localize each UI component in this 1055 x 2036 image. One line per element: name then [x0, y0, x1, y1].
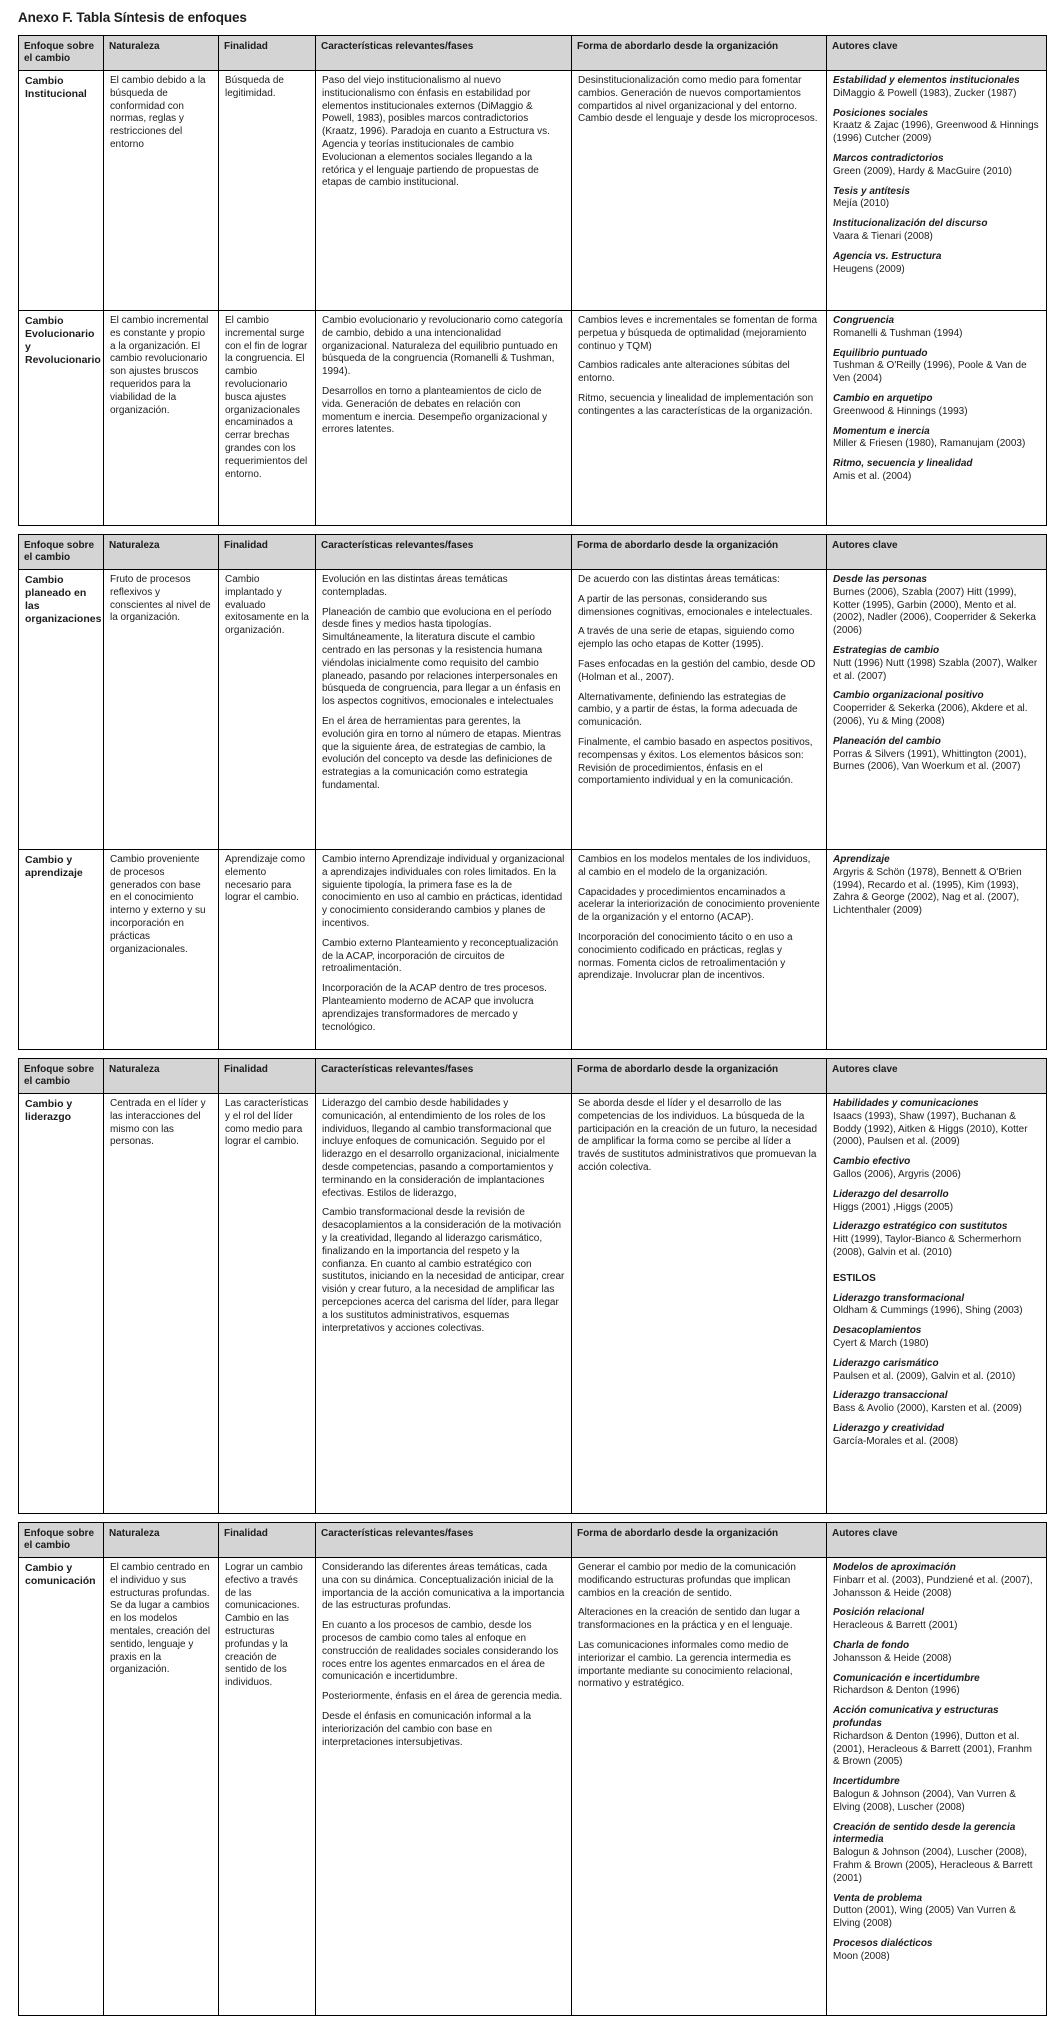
header-caracteristicas: Características relevantes/fases — [316, 535, 572, 570]
header-finalidad: Finalidad — [219, 1523, 316, 1558]
cell-paragraph: Incorporación del conocimiento tácito o en uso a conocimiento codificado en prácticas, reglas y normas. Fomenta ciclos de retroalimentación y aprendizaje. Involucrar plan de incentivos. — [578, 931, 793, 982]
cell-enfoque: Cambio y comunicación — [19, 1558, 104, 2016]
header-finalidad: Finalidad — [219, 36, 316, 71]
cell-autores — [827, 850, 1047, 1050]
cell-forma — [572, 311, 827, 526]
author-references: Gallos (2006), Argyris (2006) — [833, 1168, 961, 1180]
author-references: Balogun & Johnson (2004), Luscher (2008), Frahm & Brown (2005), Heracleous & Barrett (2001) — [833, 1847, 1033, 1884]
header-finalidad: Finalidad — [219, 1059, 316, 1094]
author-group — [833, 574, 1040, 638]
author-references: Balogun & Johnson (2004), Van Vurren & Elving (2008), Luscher (2008) — [833, 1788, 1016, 1813]
author-group — [833, 1640, 1040, 1666]
cell-finalidad — [219, 850, 316, 1050]
cell-finalidad — [219, 71, 316, 311]
author-group — [833, 1423, 1040, 1449]
author-topic: Aprendizaje — [833, 854, 890, 865]
cell-paragraph: De acuerdo con las distintas áreas temáticas: — [578, 574, 780, 585]
author-topic: Habilidades y comunicaciones — [833, 1098, 979, 1109]
cell-enfoque: Cambio Institucional — [19, 71, 104, 311]
author-group — [833, 1776, 1040, 1814]
author-topic: Posiciones sociales — [833, 107, 929, 119]
cell-finalidad — [219, 570, 316, 850]
header-enfoque: Enfoque sobre el cambio — [19, 535, 104, 570]
author-references: García-Morales et al. (2008) — [833, 1435, 959, 1447]
header-forma: Forma de abordarlo desde la organización — [572, 535, 827, 570]
cell-forma — [572, 1558, 827, 2016]
author-topic: Cambio en arquetipo — [833, 392, 933, 404]
cell-paragraph: El cambio debido a la búsqueda de conformidad con normas, reglas y restricciones del entorno — [110, 75, 206, 150]
cell-autores — [827, 71, 1047, 311]
author-topic: Institucionalización del discurso — [833, 218, 988, 230]
author-topic: Desde las personas — [833, 574, 927, 585]
header-enfoque: Enfoque sobre el cambio — [19, 1523, 104, 1558]
cell-naturaleza — [104, 71, 219, 311]
author-topic: Creación de sentido desde la gerencia intermedia — [833, 1821, 1016, 1846]
table-header-row — [19, 1523, 1047, 1558]
cell-paragraph: Cambios en los modelos mentales de los individuos, al cambio en el modelo de la organización. — [578, 854, 811, 878]
cell-paragraph: Desarrollos en torno a planteamientos de ciclo de vida. Generación de debates en relación con momentum e inercia. Desempeño organizacional y errores latentes. — [322, 385, 548, 436]
author-references: Vaara & Tienari (2008) — [833, 230, 933, 242]
cell-caracteristicas — [316, 71, 572, 311]
cell-caracteristicas — [316, 850, 572, 1050]
author-group — [833, 426, 1040, 452]
header-forma: Forma de abordarlo desde la organización — [572, 1523, 827, 1558]
cell-naturaleza — [104, 850, 219, 1050]
cell-paragraph: Cambios leves e incrementales se fomentan de forma perpetua y búsqueda de optimalidad (mejoramiento continuo y TQM) — [578, 315, 818, 352]
cell-paragraph: Evolución en las distintas áreas temáticas contempladas. — [322, 574, 508, 598]
author-topic: Estabilidad y elementos institucionales — [833, 75, 1020, 86]
cell-paragraph: Lograr un cambio efectivo a través de las comunicaciones. Cambio en las estructuras profundas y la creación de sentido de los individuos. — [225, 1562, 303, 1689]
cell-paragraph: Las características y el rol del líder como medio para lograr el cambio. — [225, 1098, 309, 1148]
author-group — [833, 315, 1040, 341]
table-block-comunicacion — [18, 1522, 1047, 2016]
cell-finalidad — [219, 311, 316, 526]
cell-paragraph: Finalmente, el cambio basado en aspectos positivos, recompensas y éxitos. Los elementos básicos son: Revisión de procedimientos, énfasis en el comportamiento individual y en la comunicación. — [578, 736, 813, 787]
header-caracteristicas: Características relevantes/fases — [316, 36, 572, 71]
author-group — [833, 108, 1040, 146]
author-references: Dutton (2001), Wing (2005) Van Vurren & Elving (2008) — [833, 1905, 1016, 1930]
author-topic: Liderazgo y creatividad — [833, 1422, 945, 1434]
cell-caracteristicas — [316, 1094, 572, 1514]
author-topic: Charla de fondo — [833, 1639, 910, 1651]
author-group — [833, 458, 1040, 484]
author-topic: Equilibrio puntuado — [833, 347, 928, 359]
author-references: Kraatz & Zajac (1996), Greenwood & Hinnings (1996) Cutcher (2009) — [833, 120, 1039, 145]
author-references: Higgs (2001) ,Higgs (2005) — [833, 1201, 954, 1213]
cell-paragraph: El cambio incremental surge con el fin de lograr la congruencia. El cambio revolucionario busca ajustes organizacionales encaminados a cerrar brechas grandes con los requerimientos del entorno. — [225, 315, 308, 480]
header-caracteristicas: Características relevantes/fases — [316, 1059, 572, 1094]
cell-autores — [827, 311, 1047, 526]
cell-autores — [827, 570, 1047, 850]
author-references: Isaacs (1993), Shaw (1997), Buchanan & Boddy (1992), Aitken & Higgs (2010), Kotter (2000), Paulsen et al. (2009) — [833, 1110, 1028, 1148]
header-autores: Autores clave — [827, 1059, 1047, 1094]
author-references: Cooperrider & Sekerka (2006), Akdere et al. (2006), Yu & Ming (2008) — [833, 703, 1028, 727]
author-group — [833, 854, 1040, 918]
author-topic: Acción comunicativa y estructuras profundas — [833, 1705, 999, 1729]
cell-paragraph: Capacidades y procedimientos encaminados a acelerar la interiorización de conocimiento proveniente de la organización y el entorno (ACAP). — [578, 886, 820, 924]
cell-paragraph: Planeación de cambio que evoluciona en el período desde fines y medios hasta tipologías. Simultáneamente, la literatura discute el cambio centrado en las personas y la resistencia humana viéndolas inicialmente como requisito del cambio planeado, pasando por relaciones interpersonales en búsqueda de congruencia, para llegar a un énfasis en los aspectos cognitivos, emocionales e intelectuales — [322, 606, 561, 708]
cell-paragraph: Cambios radicales ante alteraciones súbitas del entorno. — [578, 360, 790, 385]
cell-naturaleza — [104, 311, 219, 526]
cell-paragraph: Cambio externo Planteamiento y reconceptualización de la ACAP, incorporación de circuitos de retroalimentación. — [322, 937, 559, 975]
author-topic: Tesis y antítesis — [833, 185, 910, 197]
header-forma: Forma de abordarlo desde la organización — [572, 36, 827, 71]
author-group — [833, 1221, 1040, 1259]
author-references: Heracleous & Barrett (2001) — [833, 1620, 958, 1632]
author-topic: Incertidumbre — [833, 1776, 900, 1788]
author-references: Porras & Silvers (1991), Whittington (2001), Burnes (2006), Van Woerkum et al. (2007) — [833, 748, 1027, 773]
author-group — [833, 1098, 1040, 1149]
author-references: Johansson & Heide (2008) — [833, 1652, 952, 1664]
author-topic: Marcos contradictorios — [833, 152, 944, 164]
cell-enfoque: Cambio Evolucionario y Revolucionario — [19, 311, 104, 526]
author-references: Moon (2008) — [833, 1950, 890, 1962]
cell-paragraph: Desinstitucionalización como medio para fomentar cambios. Generación de nuevos comportamientos compartidos al nivel organizacional y del entorno. Cambio desde el lenguaje y desde los microprocesos. — [578, 75, 818, 125]
author-references: Nutt (1996) Nutt (1998) Szabla (2007), Walker et al. (2007) — [833, 657, 1038, 682]
cell-forma — [572, 570, 827, 850]
author-group — [833, 1673, 1040, 1699]
author-topic: Planeación del cambio — [833, 735, 941, 747]
author-topic: ESTILOS — [833, 1272, 876, 1284]
author-group — [833, 75, 1040, 101]
cell-finalidad — [219, 1094, 316, 1514]
header-finalidad: Finalidad — [219, 535, 316, 570]
author-references: Bass & Avolio (2000), Karsten et al. (2009) — [833, 1403, 1022, 1415]
author-topic: Liderazgo transformacional — [833, 1292, 965, 1304]
author-references: Romanelli & Tushman (1994) — [833, 327, 963, 339]
header-enfoque: Enfoque sobre el cambio — [19, 1059, 104, 1094]
table-block-institucional-evolucionario — [18, 35, 1047, 526]
author-group — [833, 186, 1040, 212]
header-autores: Autores clave — [827, 1523, 1047, 1558]
author-topic: Agencia vs. Estructura — [833, 250, 942, 262]
author-group — [833, 1938, 1040, 1964]
cell-paragraph: Cambio interno Aprendizaje individual y organizacional a aprendizajes individuales con roles limitados. En la siguiente tipología, la primera fase es la de conocimiento en uso al cambio en prácticas, identidad y conocimiento considerando cambios y planes de incentivos. — [322, 854, 565, 929]
author-references: Tushman & O'Reilly (1996), Poole & Van de Ven (2004) — [833, 360, 1027, 385]
author-group — [833, 1358, 1040, 1384]
cell-paragraph: Ritmo, secuencia y linealidad de implementación son contingentes a las características de la organización. — [578, 392, 814, 417]
cell-caracteristicas — [316, 570, 572, 850]
cell-paragraph: En cuanto a los procesos de cambio, desde los procesos de cambio como tales al enfoque en construcción de realidades sociales considerando los roces entre los agentes enmarcados en el área de comunicación e incertidumbre. — [322, 1620, 559, 1683]
cell-naturaleza — [104, 1094, 219, 1514]
author-topic: Cambio efectivo — [833, 1156, 911, 1168]
author-references: Richardson & Denton (1996) — [833, 1685, 960, 1697]
cell-paragraph: Las comunicaciones informales como medio de interiorizar el cambio. La gerencia intermedia es importante mediante su conocimiento relacional, normativo y estratégico. — [578, 1639, 793, 1690]
cell-paragraph: Considerando las diferentes áreas temáticas, cada una con su dinámica. Conceptualización inicial de la importancia de la acción comunicativa a la importancia de las estructuras profundas. — [322, 1562, 565, 1612]
cell-paragraph: Posteriormente, énfasis en el área de gerencia media. — [322, 1691, 563, 1703]
table-header-row — [19, 535, 1047, 570]
author-group — [833, 1156, 1040, 1182]
table-block-planeado-aprendizaje — [18, 534, 1047, 1050]
author-topic: Venta de problema — [833, 1892, 923, 1904]
author-group — [833, 1189, 1040, 1215]
cell-paragraph: Fases enfocadas en la gestión del cambio, desde OD (Holman et al., 2007). — [578, 658, 816, 683]
cell-forma — [572, 71, 827, 311]
table-row-cambio-evolucionario-revolucionario — [19, 311, 1047, 526]
author-references: Oldham & Cummings (1996), Shing (2003) — [833, 1305, 1023, 1317]
cell-paragraph: Alteraciones en la creación de sentido dan lugar a transformaciones en la práctica y en el lenguaje. — [578, 1607, 800, 1632]
author-references: Greenwood & Hinnings (1993) — [833, 405, 968, 417]
cell-caracteristicas — [316, 311, 572, 526]
cell-paragraph: Cambio transformacional desde la revisión de desacoplamientos a la consideración de la motivación y la creatividad, llegando al liderazgo carismático, finalizando en la importancia del respeto y la confianza. En cuanto al cambio estratégico con sustitutos, iniciando en la necesidad de anticipar, crear visión y crear futuro, a la necesidad de amplificar las percepciones acerca del carisma del líder, para llegar a los sustitutos administrativos, esquemas interpretativos y acciones colectivas. — [322, 1207, 565, 1334]
page-title: Anexo F. Tabla Síntesis de enfoques — [18, 10, 247, 25]
author-group — [833, 1325, 1040, 1351]
author-references: Miller & Friesen (1980), Ramanujam (2003) — [833, 438, 1026, 450]
author-references: Cyert & March (1980) — [833, 1337, 929, 1349]
table-row-cambio-comunicacion — [19, 1558, 1047, 2016]
cell-enfoque: Cambio y liderazgo — [19, 1094, 104, 1514]
cell-autores — [827, 1094, 1047, 1514]
author-group — [833, 736, 1040, 774]
header-autores: Autores clave — [827, 535, 1047, 570]
author-group — [833, 1607, 1040, 1633]
table-row-cambio-liderazgo — [19, 1094, 1047, 1514]
author-topic: Desacoplamientos — [833, 1325, 922, 1337]
author-topic: Modelos de aproximación — [833, 1562, 956, 1573]
table-block-liderazgo — [18, 1058, 1047, 1514]
cell-paragraph: Paso del viejo institucionalismo al nuevo institucionalismo con énfasis en estabilidad por elementos institucionales externos (DiMaggio & Powell, 1983), posibles marcos contradictorios (Kraatz, 1996). Paradoja en cuanto a Estructura vs. Agencia y teorías institucionales de cambio Evolucionan a elementos sociales llegando a la retórica y el lenguaje partiendo de propuestas de etapas de cambio institucional. — [322, 75, 550, 189]
author-group — [833, 218, 1040, 244]
header-enfoque: Enfoque sobre el cambio — [19, 36, 104, 71]
author-group — [833, 1705, 1040, 1769]
header-autores: Autores clave — [827, 36, 1047, 71]
cell-autores — [827, 1558, 1047, 2016]
author-topic: Liderazgo estratégico con sustitutos — [833, 1221, 1008, 1233]
author-references: Hitt (1999), Taylor-Bianco & Schermerhorn (2008), Galvin et al. (2010) — [833, 1234, 1022, 1258]
cell-caracteristicas — [316, 1558, 572, 2016]
author-group — [833, 393, 1040, 419]
author-references: Burnes (2006), Szabla (2007) Hitt (1999), Kotter (1995), Garbin (2000), Mento et al. (2002), Nadler (2006), Cooperrider & Sekerka (2006) — [833, 586, 1036, 637]
author-group — [833, 251, 1040, 277]
cell-paragraph: Cambio proveniente de procesos generados con base en el conocimiento interno y externo y su incorporación en prácticas organizacionales. — [110, 854, 206, 955]
author-group — [833, 1822, 1040, 1886]
table-row-cambio-planeado — [19, 570, 1047, 850]
author-topic: Posición relacional — [833, 1607, 925, 1619]
author-topic: Liderazgo carismático — [833, 1357, 939, 1369]
cell-paragraph: Alternativamente, definiendo las estrategias de cambio, y a partir de éstas, la forma adecuada de comunicación. — [578, 691, 798, 729]
cell-naturaleza — [104, 1558, 219, 2016]
author-references: Green (2009), Hardy & MacGuire (2010) — [833, 165, 1012, 177]
cell-paragraph: Se aborda desde el líder y el desarrollo de las competencias de los individuos. La búsqueda de la participación en la creación de un futuro, la necesidad de amplificar la forma como se percibe al líder a través de sustitutos administrativos que promuevan la acción colectiva. — [578, 1098, 818, 1173]
author-references: Finbarr et al. (2003), Pundziené et al. (2007), Johansson & Heide (2008) — [833, 1574, 1033, 1599]
cell-paragraph: El cambio centrado en el individuo y sus estructuras profundas. Se da lugar a cambios en los modelos mentales, creación del sentido, lenguaje y praxis en la organización. — [110, 1562, 211, 1676]
cell-paragraph: Generar el cambio por medio de la comunicación modificando estructuras profundas que implican cambios en la creación de sentido. — [578, 1562, 796, 1599]
author-references: Richardson & Denton (1996), Dutton et al. (2001), Heracleous & Barrett (2001), Franhm & Brown (2005) — [833, 1730, 1032, 1768]
author-topic: Liderazgo del desarrollo — [833, 1188, 949, 1200]
author-topic: Ritmo, secuencia y linealidad — [833, 458, 973, 470]
author-topic: Cambio organizacional positivo — [833, 690, 984, 702]
cell-finalidad — [219, 1558, 316, 2016]
author-group — [833, 645, 1040, 683]
header-naturaleza: Naturaleza — [104, 535, 219, 570]
author-references: Heugens (2009) — [833, 263, 905, 275]
cell-naturaleza — [104, 570, 219, 850]
author-references: Argyris & Schön (1978), Bennett & O'Brien (1994), Recardo et al. (1995), Kim (1993), Zahra & George (2002), Nag et al. (2007), Lichtenthaler (2009) — [833, 866, 1022, 917]
table-row-cambio-aprendizaje — [19, 850, 1047, 1050]
cell-paragraph: Cambio evolucionario y revolucionario como categoría de cambio, debido a una intencionalidad organizacional. Naturaleza del equilibrio puntuado en búsqueda de la congruencia (Romanelli & Tushman, 1994). — [322, 315, 563, 378]
cell-paragraph: Desde el énfasis en comunicación informal a la interiorización del cambio con base en interpretaciones intersubjetivas. — [322, 1710, 531, 1748]
cell-paragraph: Aprendizaje como elemento necesario para lograr el cambio. — [225, 854, 306, 904]
author-group — [833, 348, 1040, 386]
cell-paragraph: Búsqueda de legitimidad. — [225, 75, 284, 99]
author-group — [833, 153, 1040, 179]
author-topic: Procesos dialécticos — [833, 1937, 933, 1949]
table-header-row — [19, 36, 1047, 71]
author-group — [833, 1893, 1040, 1931]
author-topic: Comunicación e incertidumbre — [833, 1672, 980, 1684]
cell-forma — [572, 1094, 827, 1514]
cell-paragraph: A través de una serie de etapas, siguiendo como ejemplo las ocho etapas de Kotter (1995). — [578, 626, 795, 651]
author-group — [833, 1273, 1040, 1286]
header-caracteristicas: Características relevantes/fases — [316, 1523, 572, 1558]
cell-paragraph: A partir de las personas, considerando sus dimensiones cognitivas, emocionales e intelectuales. — [578, 593, 813, 618]
author-group — [833, 690, 1040, 728]
header-naturaleza: Naturaleza — [104, 36, 219, 71]
header-naturaleza: Naturaleza — [104, 1059, 219, 1094]
author-references: DiMaggio & Powell (1983), Zucker (1987) — [833, 87, 1017, 99]
author-references: Paulsen et al. (2009), Galvin et al. (2010) — [833, 1370, 1016, 1382]
author-references: Amis et al. (2004) — [833, 470, 912, 482]
cell-paragraph: Fruto de procesos reflexivos y conscientes al nivel de la organización. — [110, 574, 211, 624]
author-topic: Momentum e inercia — [833, 425, 930, 437]
cell-enfoque: Cambio planeado en las organizaciones — [19, 570, 104, 850]
cell-enfoque: Cambio y aprendizaje — [19, 850, 104, 1050]
cell-paragraph: El cambio incremental es constante y propio a la organización. El cambio revolucionario son ajustes bruscos requeridos para la viabilidad de la organización. — [110, 315, 209, 416]
table-row-cambio-institucional — [19, 71, 1047, 311]
author-topic: Liderazgo transaccional — [833, 1390, 948, 1402]
cell-paragraph: Centrada en el líder y las interacciones del mismo con las personas. — [110, 1098, 206, 1148]
cell-paragraph: Incorporación de la ACAP dentro de tres procesos. Planteamiento moderno de ACAP que involucra aprendizajes transformadores de mercado y tecnológico. — [322, 983, 547, 1033]
author-topic: Congruencia — [833, 315, 895, 326]
cell-paragraph: Cambio implantado y evaluado exitosamente en la organización. — [225, 574, 309, 637]
author-references: Mejía (2010) — [833, 198, 890, 210]
author-topic: Estrategias de cambio — [833, 644, 940, 656]
cell-paragraph: Liderazgo del cambio desde habilidades y comunicación, al entendimiento de los roles de los individuos, llegando al cambio transformacional que incluye enfoques de comunicación. Seguido por el liderazgo en el desarrollo organizacional, inicialmente desde competencias, pasando a comportamientos y terminando en la consideración de implantaciones efectivas. Estilos de liderazgo, — [322, 1098, 560, 1199]
cell-forma — [572, 850, 827, 1050]
cell-paragraph: En el área de herramientas para gerentes, la evolución gira en torno al número de etapas. Mientras que la siguiente área, de estrategias de cambio, la evolución del concepto va desde las definiciones de estrategias a la comunicación como estrategia fundamental. — [322, 715, 562, 791]
table-header-row — [19, 1059, 1047, 1094]
author-group — [833, 1562, 1040, 1600]
header-naturaleza: Naturaleza — [104, 1523, 219, 1558]
author-group — [833, 1390, 1040, 1416]
author-group — [833, 1293, 1040, 1319]
header-forma: Forma de abordarlo desde la organización — [572, 1059, 827, 1094]
